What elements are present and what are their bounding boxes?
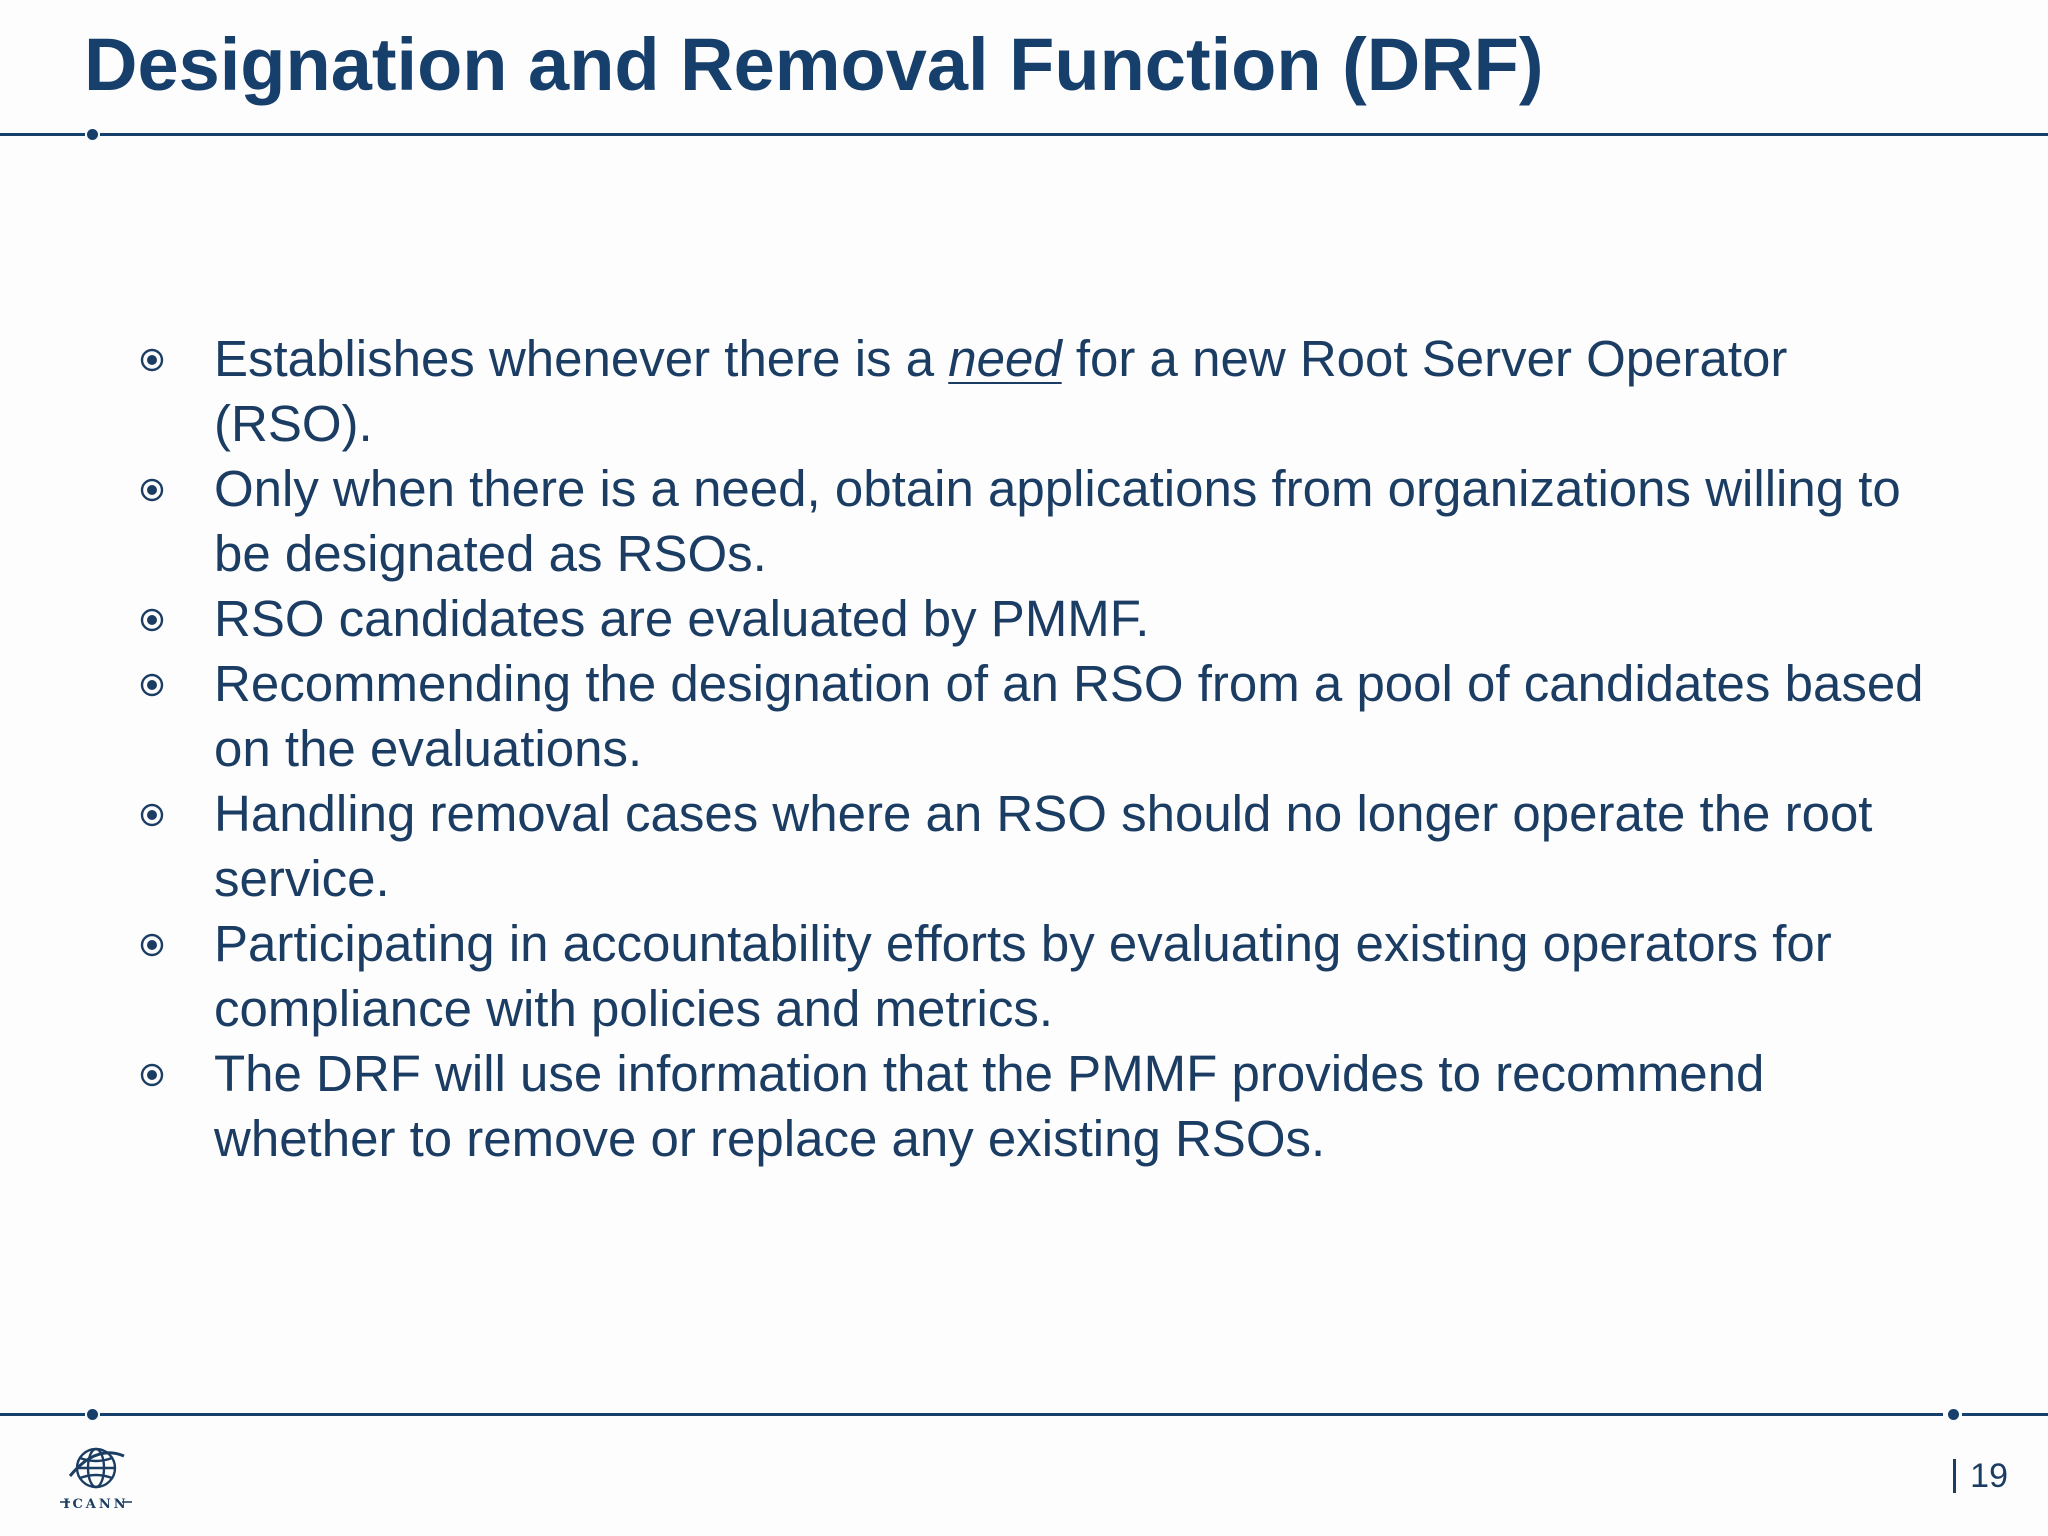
logo-text: ICANN (63, 1497, 129, 1512)
circled-dot-icon (140, 803, 164, 827)
bullet-text: Only when there is a need, obtain applications from organizations willing to be designated as RSOs. (214, 460, 1901, 582)
bullet-item (138, 911, 1938, 1041)
top-divider-dot (87, 129, 98, 140)
bottom-divider-middle (100, 1413, 1943, 1416)
bullet-text-before: Establishes whenever there is a (214, 330, 949, 387)
bullet-item (138, 456, 1938, 586)
bullet-item (138, 326, 1938, 456)
circled-dot-icon (140, 1063, 164, 1087)
bullet-item (138, 781, 1938, 911)
icann-logo (56, 1442, 136, 1518)
bullet-text: The DRF will use information that the PMMF provides to recommend whether to remove or replace any existing RSOs. (214, 1045, 1765, 1167)
bullet-item (138, 586, 1938, 651)
top-divider-left (0, 133, 85, 136)
globe-icon (70, 1449, 124, 1487)
bullet-text-after: for a new Root Server Operator (RSO). (214, 330, 1788, 452)
bottom-divider-dot-left (87, 1409, 98, 1420)
bullet-text: RSO candidates are evaluated by PMMF. (214, 590, 1150, 647)
bullet-text: Participating in accountability efforts by evaluating existing operators for compliance with policies and metrics. (214, 915, 1832, 1037)
bullet-item (138, 1041, 1938, 1171)
top-divider-right (100, 133, 2048, 136)
bullet-text: Recommending the designation of an RSO from a pool of candidates based on the evaluations. (214, 655, 1924, 777)
bottom-divider-right (1962, 1413, 2048, 1416)
bullet-list (138, 326, 1938, 1171)
circled-dot-icon (140, 348, 164, 372)
slide-title: Designation and Removal Function (DRF) (84, 23, 1544, 106)
circled-dot-icon (140, 673, 164, 697)
page-number (1953, 1457, 2008, 1496)
page-number-bar (1953, 1459, 1956, 1493)
bullet-text: Handling removal cases where an RSO should no longer operate the root service. (214, 785, 1873, 907)
bullet-emphasis: need (948, 330, 1062, 387)
circled-dot-icon (140, 933, 164, 957)
circled-dot-icon (140, 608, 164, 632)
circled-dot-icon (140, 478, 164, 502)
bottom-divider-left (0, 1413, 85, 1416)
bottom-divider-dot-right (1948, 1409, 1959, 1420)
bullet-item (138, 651, 1938, 781)
page-number-value: 19 (1970, 1457, 2008, 1495)
